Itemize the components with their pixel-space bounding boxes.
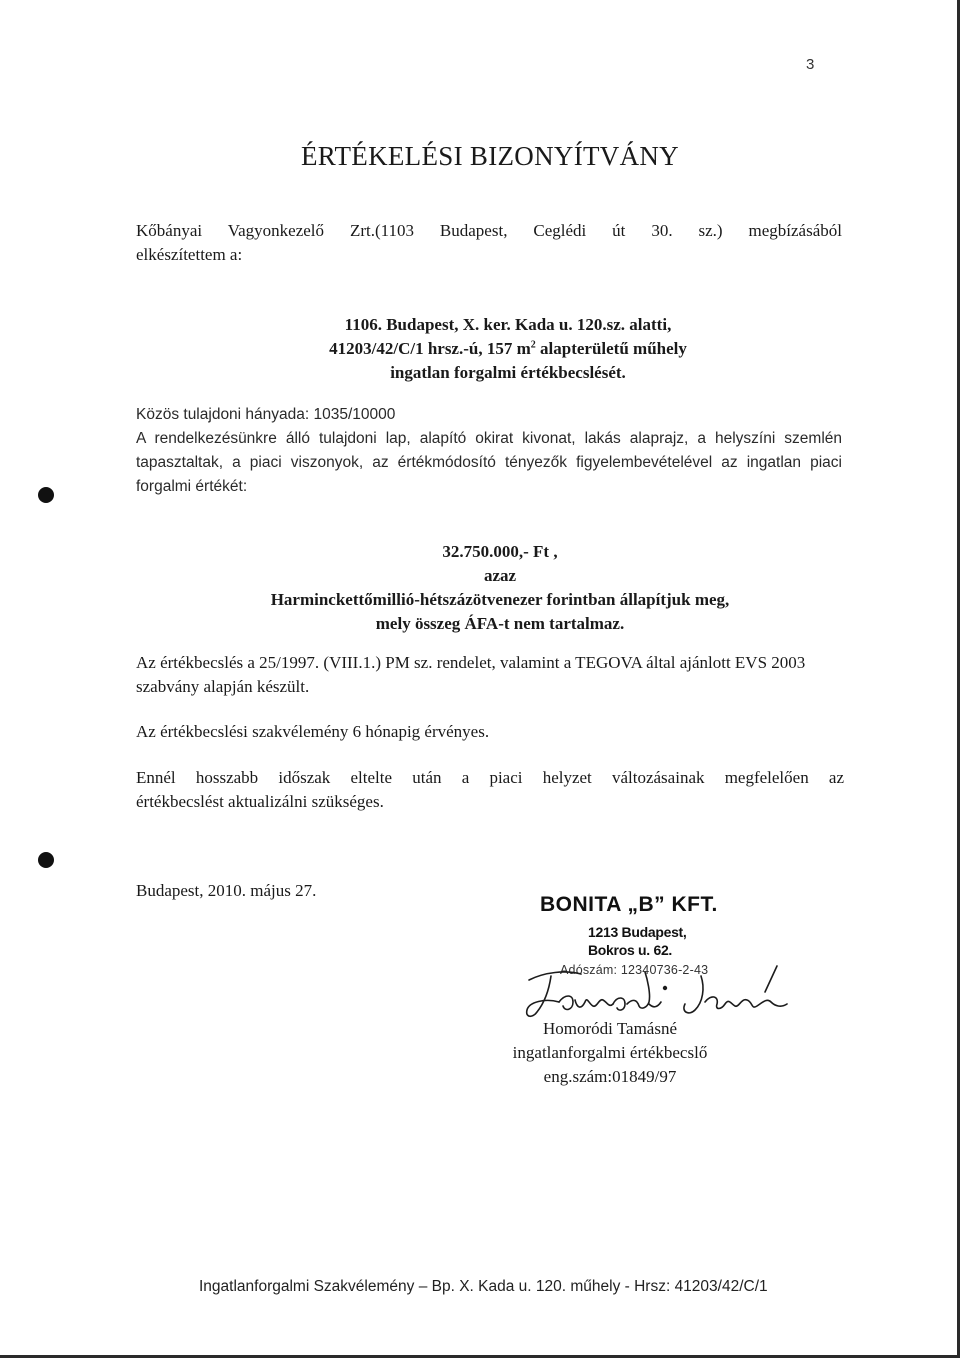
signer-registration: eng.szám:01849/97 bbox=[543, 1067, 677, 1086]
page-number: 3 bbox=[806, 56, 815, 73]
update-line-2: értékbecslést aktualizálni szükséges. bbox=[136, 792, 384, 811]
signer-name: Homoródi Tamásné bbox=[543, 1019, 677, 1038]
validity-paragraph: Az értékbecslési szakvélemény 6 hónapig érvényes. bbox=[136, 722, 490, 741]
commission-paragraph bbox=[136, 219, 842, 267]
value-in-words: Harminckettőmillió-hétszázötvenezer forintban állapítjuk meg, bbox=[270, 590, 730, 609]
stamp-address-1: 1213 Budapest, bbox=[588, 924, 687, 940]
subject-line-2-rest: alapterületű műhely bbox=[535, 339, 687, 358]
value-amount: 32.750.000,- Ft , bbox=[442, 542, 558, 561]
market-value-block bbox=[0, 540, 960, 636]
stamp-address-2: Bokros u. 62. bbox=[588, 942, 673, 958]
valuation-basis: A rendelkezésünkre álló tulajdoni lap, alapító okirat kivonat, lakás alaprajz, a helyszíni szemlén tapasztaltak, a piaci viszonyok, az értékmódosító tényezők figyelembevételével az ingatlan piaci forgalmi értékét: bbox=[136, 430, 842, 495]
method-paragraph: Az értékbecslés a 25/1997. (VIII.1.) PM sz. rendelet, valamint a TEGOVA által ajánlott EVS 2003 szabvány alapján készült. bbox=[136, 653, 806, 696]
commission-line-1: Kőbányai Vagyonkezelő Zrt.(1103 Budapest, Ceglédi út 30. sz.) megbízásából bbox=[136, 221, 842, 240]
subject-line-3: ingatlan forgalmi értékbecslését. bbox=[390, 363, 626, 382]
subject-line-2-main: 41203/42/C/1 hrsz.-ú, 157 m bbox=[329, 339, 531, 358]
stamp-company-name: BONITA „B” KFT. bbox=[540, 893, 718, 916]
signer-block bbox=[480, 1017, 740, 1089]
value-azaz: azaz bbox=[483, 566, 517, 585]
punch-hole-icon bbox=[38, 487, 54, 503]
share-fraction: Közös tulajdoni hányada: 1035/10000 bbox=[136, 406, 396, 423]
subject-line-1: 1106. Budapest, X. ker. Kada u. 120.sz. alatti, bbox=[344, 315, 672, 334]
ownership-paragraph bbox=[136, 403, 842, 499]
stamp-tax-number: Adószám: 12340736-2-43 bbox=[560, 963, 709, 977]
update-line-1: Ennél hosszabb időszak eltelte után a piaci helyzet változásainak megfelelően az bbox=[136, 768, 844, 787]
subject-line-2 bbox=[0, 337, 960, 361]
update-paragraph bbox=[136, 766, 844, 814]
area-unit-superscript: 2 bbox=[530, 339, 536, 351]
place-and-date: Budapest, 2010. május 27. bbox=[136, 881, 317, 900]
punch-hole-icon bbox=[38, 852, 54, 868]
commission-line-2: elkészítettem a: bbox=[136, 245, 243, 264]
document-title: ÉRTÉKELÉSI BIZONYÍTVÁNY bbox=[301, 141, 679, 171]
page-footer: Ingatlanforgalmi Szakvélemény – Bp. X. Kada u. 120. műhely - Hrsz: 41203/42/C/1 bbox=[199, 1278, 768, 1295]
property-subject bbox=[0, 313, 960, 385]
signer-role: ingatlanforgalmi értékbecslő bbox=[512, 1043, 708, 1062]
vat-note: mely összeg ÁFA-t nem tartalmaz. bbox=[375, 614, 625, 633]
